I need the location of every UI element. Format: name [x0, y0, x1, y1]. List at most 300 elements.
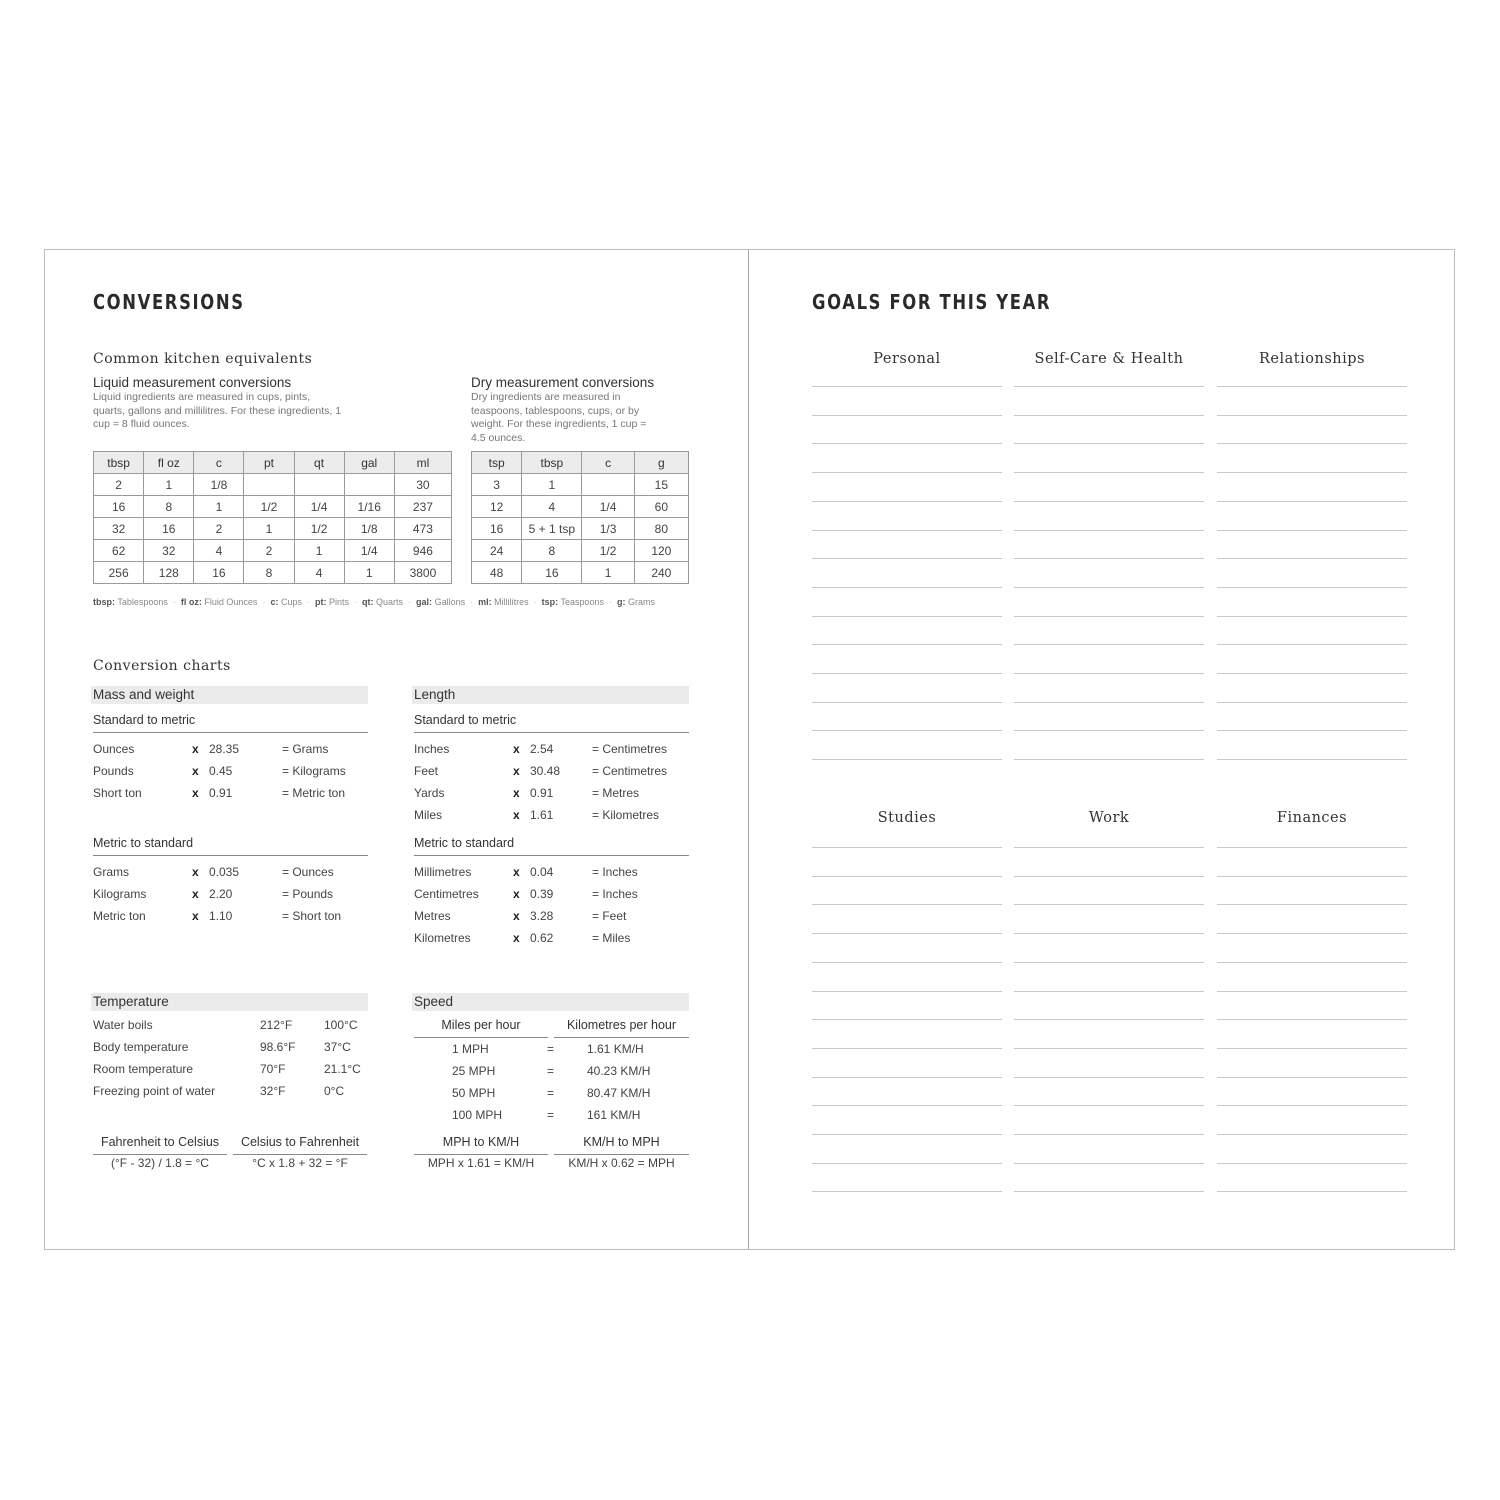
table-cell: 1: [294, 540, 344, 562]
table-cell: 240: [634, 562, 688, 584]
goal-writing-line: [1014, 962, 1204, 963]
goal-writing-line: [812, 673, 1002, 674]
goal-writing-line: [1217, 991, 1407, 992]
celsius-value: 21.1°C: [324, 1062, 361, 1076]
unit-to: = Inches: [592, 865, 638, 879]
equals-sign: =: [547, 1086, 555, 1100]
goal-writing-line: [812, 730, 1002, 731]
legend-abbr: fl oz:: [180, 597, 202, 607]
table-cell: 120: [634, 540, 688, 562]
table-header-cell: c: [582, 452, 634, 474]
mph-kmh-label: MPH to KM/H: [442, 1135, 520, 1149]
goal-writing-line: [1217, 1191, 1407, 1192]
legend-full: Tablespoons: [117, 597, 168, 607]
goal-writing-line: [812, 847, 1002, 848]
goal-writing-line: [812, 1191, 1002, 1192]
goal-writing-line: [1217, 759, 1407, 760]
table-cell: 1/2: [244, 496, 294, 518]
table-cell: 1/16: [344, 496, 394, 518]
table-row: [94, 496, 452, 518]
table-cell: 2: [244, 540, 294, 562]
table-cell: 32: [144, 540, 194, 562]
fahrenheit-value: 98.6°F: [260, 1040, 296, 1054]
kmh-mph-formula: KM/H x 0.62 = MPH: [568, 1156, 675, 1170]
goal-writing-line: [1217, 443, 1407, 444]
conversion-row: [93, 742, 373, 758]
table-row: [472, 496, 689, 518]
conversion-row: [414, 909, 694, 925]
unit-from: Kilograms: [93, 887, 147, 901]
goal-category-self-care-health: Self-Care & Health: [1034, 351, 1184, 367]
table-row: [94, 562, 452, 584]
factor: 0.035: [209, 865, 240, 879]
table-cell: 1/4: [294, 496, 344, 518]
legend-separator: ·: [306, 597, 310, 607]
table-header-cell: g: [634, 452, 688, 474]
factor: 0.62: [530, 931, 554, 945]
legend-abbr: c:: [270, 597, 279, 607]
table-cell: 60: [634, 496, 688, 518]
conversion-row: [414, 742, 694, 758]
temperature-label: Body temperature: [93, 1040, 189, 1054]
goal-writing-line: [1217, 644, 1407, 645]
table-cell: 1: [582, 562, 634, 584]
table-cell: 1: [194, 496, 244, 518]
unit-from: Metric ton: [93, 909, 146, 923]
table-cell: 4: [522, 496, 582, 518]
legend-full: Pints: [329, 597, 350, 607]
goal-writing-line: [1014, 847, 1204, 848]
table-cell: 1: [522, 474, 582, 496]
goal-writing-line: [1217, 904, 1407, 905]
mass-weight-heading: Mass and weight: [91, 686, 368, 704]
dry-note: Dry ingredients are measured in teaspoons, tablespoons, cups, or by weight. For these ingredients, 1 cup = 4.5 ounces.: [471, 391, 647, 444]
goal-writing-line: [1014, 876, 1204, 877]
goal-writing-line: [1014, 1077, 1204, 1078]
table-cell: 473: [394, 518, 451, 540]
conversion-row: [93, 887, 373, 903]
conversion-row: [414, 865, 694, 881]
table-cell: 1/8: [344, 518, 394, 540]
conversion-row: [414, 786, 694, 802]
length-std-label: Standard to metric: [414, 713, 517, 727]
table-cell: 2: [94, 474, 144, 496]
goal-writing-line: [1014, 501, 1204, 502]
goal-writing-line: [812, 472, 1002, 473]
liquid-heading: Liquid measurement conversions: [93, 375, 292, 390]
multiply-sign: x: [192, 786, 199, 800]
table-cell: 62: [94, 540, 144, 562]
goal-writing-line: [1014, 616, 1204, 617]
table-cell: 4: [194, 540, 244, 562]
goal-writing-line: [812, 1019, 1002, 1020]
table-cell: 1: [144, 474, 194, 496]
factor: 2.20: [209, 887, 233, 901]
table-cell: 256: [94, 562, 144, 584]
unit-from: Inches: [414, 742, 450, 756]
goal-writing-line: [812, 759, 1002, 760]
dry-conversion-table: [471, 451, 689, 584]
goal-writing-line: [1217, 933, 1407, 934]
goal-writing-line: [1217, 415, 1407, 416]
unit-to: = Short ton: [282, 909, 342, 923]
conversion-row: [414, 808, 694, 824]
equals-sign: =: [547, 1042, 555, 1056]
legend-separator: ·: [262, 597, 266, 607]
temperature-label: Room temperature: [93, 1062, 194, 1076]
multiply-sign: x: [192, 742, 199, 756]
factor: 28.35: [209, 742, 240, 756]
table-cell: 48: [472, 562, 522, 584]
table-cell: 32: [94, 518, 144, 540]
goal-writing-line: [1014, 644, 1204, 645]
unit-from: Kilometres: [414, 931, 471, 945]
goal-writing-line: [812, 1134, 1002, 1135]
table-cell: 237: [394, 496, 451, 518]
multiply-sign: x: [192, 865, 199, 879]
speed-row: [414, 1042, 689, 1058]
table-header-cell: qt: [294, 452, 344, 474]
goal-writing-line: [812, 876, 1002, 877]
unit-to: = Inches: [592, 887, 638, 901]
legend-abbr: g:: [617, 597, 626, 607]
unit-to: = Ounces: [282, 865, 334, 879]
unit-from: Millimetres: [414, 865, 472, 879]
multiply-sign: x: [513, 887, 520, 901]
goal-writing-line: [1217, 847, 1407, 848]
goal-writing-line: [812, 386, 1002, 387]
legend-abbr: ml:: [478, 597, 492, 607]
table-cell: 8: [244, 562, 294, 584]
celsius-value: 0°C: [324, 1084, 345, 1098]
goals-page: [749, 250, 1455, 1249]
goal-writing-line: [1014, 759, 1204, 760]
table-cell: [294, 474, 344, 496]
table-header-cell: fl oz: [144, 452, 194, 474]
goal-writing-line: [1014, 1048, 1204, 1049]
goal-writing-line: [1014, 415, 1204, 416]
goal-writing-line: [812, 644, 1002, 645]
celsius-value: 100°C: [324, 1018, 358, 1032]
conversion-row: [93, 865, 373, 881]
conversion-row: [93, 909, 373, 925]
page-title: GOALS FOR THIS YEAR: [812, 290, 1052, 314]
speed-row: [414, 1108, 689, 1124]
goal-writing-line: [1217, 962, 1407, 963]
multiply-sign: x: [192, 909, 199, 923]
temperature-row: [93, 1018, 368, 1034]
goal-writing-line: [1014, 1105, 1204, 1106]
table-row: [94, 518, 452, 540]
legend-abbr: tsp:: [541, 597, 559, 607]
table-cell: 946: [394, 540, 451, 562]
legend-separator: ·: [172, 597, 176, 607]
equals-sign: =: [547, 1108, 555, 1122]
goal-category-finances: Finances: [1276, 810, 1348, 826]
table-cell: 24: [472, 540, 522, 562]
divider: [93, 1154, 227, 1155]
table-cell: 1/4: [344, 540, 394, 562]
unit-to: = Metric ton: [282, 786, 346, 800]
goal-writing-line: [1217, 1019, 1407, 1020]
table-row: [472, 518, 689, 540]
goal-writing-line: [812, 587, 1002, 588]
goal-category-studies: Studies: [877, 810, 937, 826]
goal-writing-line: [812, 904, 1002, 905]
fahrenheit-value: 212°F: [260, 1018, 293, 1032]
multiply-sign: x: [513, 931, 520, 945]
goal-writing-line: [812, 443, 1002, 444]
table-header-cell: ml: [394, 452, 451, 474]
goal-writing-line: [812, 501, 1002, 502]
unit-to: = Kilograms: [282, 764, 346, 778]
divider: [414, 1037, 548, 1038]
mph-kmh-formula: MPH x 1.61 = KM/H: [427, 1156, 535, 1170]
divider: [233, 1154, 367, 1155]
table-header-cell: c: [194, 452, 244, 474]
table-cell: 16: [194, 562, 244, 584]
unit-from: Metres: [414, 909, 451, 923]
goal-category-work: Work: [1088, 810, 1130, 826]
table-header-cell: gal: [344, 452, 394, 474]
goal-writing-line: [1014, 991, 1204, 992]
unit-from: Short ton: [93, 786, 142, 800]
table-cell: 1/2: [582, 540, 634, 562]
fahrenheit-value: 70°F: [260, 1062, 286, 1076]
unit-to: = Metres: [592, 786, 640, 800]
table-row: [472, 540, 689, 562]
goal-writing-line: [1014, 472, 1204, 473]
table-cell: 5 + 1 tsp: [522, 518, 582, 540]
table-row: [94, 474, 452, 496]
speed-row: [414, 1086, 689, 1102]
factor: 0.45: [209, 764, 233, 778]
f2c-formula: (°F - 32) / 1.8 = °C: [111, 1156, 209, 1170]
temperature-label: Water boils: [93, 1018, 153, 1032]
legend-full: Millilitres: [494, 597, 529, 607]
table-cell: 1/3: [582, 518, 634, 540]
table-cell: 3800: [394, 562, 451, 584]
conversion-row: [93, 786, 373, 802]
goal-writing-line: [1217, 558, 1407, 559]
goal-writing-line: [1014, 443, 1204, 444]
goal-writing-line: [1014, 1163, 1204, 1164]
goal-writing-line: [812, 1163, 1002, 1164]
unit-from: Yards: [414, 786, 445, 800]
goal-writing-line: [812, 558, 1002, 559]
legend-abbr: tbsp:: [93, 597, 115, 607]
table-cell: 16: [522, 562, 582, 584]
multiply-sign: x: [513, 865, 520, 879]
table-cell: 16: [144, 518, 194, 540]
unit-from: Feet: [414, 764, 439, 778]
goal-writing-line: [1014, 673, 1204, 674]
factor: 0.39: [530, 887, 554, 901]
unit-from: Miles: [414, 808, 443, 822]
mph-value: 1 MPH: [452, 1042, 489, 1056]
kmh-value: 40.23 KM/H: [587, 1064, 651, 1078]
speed-row: [414, 1064, 689, 1080]
liquid-conversion-table: [93, 451, 452, 584]
goal-writing-line: [1014, 1019, 1204, 1020]
mph-value: 50 MPH: [452, 1086, 496, 1100]
unit-from: Pounds: [93, 764, 134, 778]
goal-writing-line: [1014, 558, 1204, 559]
kmh-mph-label: KM/H to MPH: [583, 1135, 660, 1149]
goal-writing-line: [1217, 501, 1407, 502]
kitchen-equivalents-heading: Common kitchen equivalents: [93, 351, 313, 367]
dry-heading: Dry measurement conversions: [471, 375, 655, 390]
factor: 1.61: [530, 808, 554, 822]
celsius-value: 37°C: [324, 1040, 351, 1054]
goal-writing-line: [1217, 1163, 1407, 1164]
goal-writing-line: [812, 415, 1002, 416]
table-cell: 1/2: [294, 518, 344, 540]
table-cell: 3: [472, 474, 522, 496]
goal-writing-line: [1217, 1077, 1407, 1078]
kmh-value: 80.47 KM/H: [587, 1086, 651, 1100]
divider: [554, 1037, 689, 1038]
goal-writing-line: [1217, 702, 1407, 703]
goal-writing-line: [1014, 904, 1204, 905]
divider: [414, 855, 689, 856]
goal-writing-line: [812, 530, 1002, 531]
table-cell: 8: [144, 496, 194, 518]
temperature-row: [93, 1062, 368, 1078]
divider: [414, 732, 689, 733]
length-met-label: Metric to standard: [414, 836, 515, 850]
unit-to: = Kilometres: [592, 808, 660, 822]
goal-writing-line: [1014, 1191, 1204, 1192]
goal-writing-line: [812, 933, 1002, 934]
table-cell: 1/8: [194, 474, 244, 496]
table-cell: 30: [394, 474, 451, 496]
table-header-cell: pt: [244, 452, 294, 474]
goal-writing-line: [1217, 1048, 1407, 1049]
legend-separator: ·: [533, 597, 537, 607]
table-cell: 16: [94, 496, 144, 518]
table-cell: 1: [244, 518, 294, 540]
conversion-row: [93, 764, 373, 780]
table-cell: 16: [472, 518, 522, 540]
conversion-row: [414, 764, 694, 780]
legend-full: Teaspoons: [560, 597, 604, 607]
goal-writing-line: [812, 991, 1002, 992]
goal-writing-line: [812, 1077, 1002, 1078]
legend-separator: ·: [470, 597, 474, 607]
multiply-sign: x: [513, 742, 520, 756]
goal-writing-line: [1014, 1134, 1204, 1135]
goal-writing-line: [1217, 876, 1407, 877]
goal-writing-line: [1217, 673, 1407, 674]
kmh-value: 1.61 KM/H: [587, 1042, 644, 1056]
conversion-row: [414, 887, 694, 903]
mph-value: 100 MPH: [452, 1108, 503, 1122]
goal-writing-line: [1217, 1134, 1407, 1135]
speed-col-mph: Miles per hour: [441, 1018, 521, 1032]
factor: 1.10: [209, 909, 233, 923]
unit-to: = Centimetres: [592, 742, 668, 756]
table-cell: 4: [294, 562, 344, 584]
speed-heading: Speed: [412, 993, 689, 1011]
unit-to: = Pounds: [282, 887, 334, 901]
divider: [554, 1154, 689, 1155]
goal-writing-line: [1014, 730, 1204, 731]
table-cell: 12: [472, 496, 522, 518]
multiply-sign: x: [513, 764, 520, 778]
table-cell: 15: [634, 474, 688, 496]
unit-to: = Miles: [592, 931, 631, 945]
planner-spread: [44, 249, 1455, 1250]
table-cell: 1: [344, 562, 394, 584]
temperature-label: Freezing point of water: [93, 1084, 216, 1098]
speed-col-kmh: Kilometres per hour: [566, 1018, 677, 1032]
goal-writing-line: [1217, 472, 1407, 473]
mass-met-label: Metric to standard: [93, 836, 194, 850]
table-row: [94, 540, 452, 562]
goal-category-personal: Personal: [873, 351, 941, 367]
table-header-cell: tbsp: [94, 452, 144, 474]
factor: 2.54: [530, 742, 554, 756]
legend-abbr: qt:: [362, 597, 374, 607]
table-header-cell: tbsp: [522, 452, 582, 474]
goal-writing-line: [812, 702, 1002, 703]
conversion-charts-heading: Conversion charts: [93, 658, 231, 674]
divider: [414, 1154, 548, 1155]
factor: 0.91: [530, 786, 554, 800]
goal-writing-line: [812, 962, 1002, 963]
conversion-row: [414, 931, 694, 947]
multiply-sign: x: [513, 786, 520, 800]
table-row: [472, 474, 689, 496]
goal-writing-line: [812, 1048, 1002, 1049]
unit-from: Grams: [93, 865, 129, 879]
unit-to: = Grams: [282, 742, 329, 756]
table-cell: 128: [144, 562, 194, 584]
goal-category-relationships: Relationships: [1259, 351, 1365, 367]
goal-writing-line: [1217, 616, 1407, 617]
goal-writing-line: [1217, 587, 1407, 588]
table-cell: [244, 474, 294, 496]
divider: [93, 732, 368, 733]
goal-writing-line: [1014, 702, 1204, 703]
factor: 30.48: [530, 764, 561, 778]
factor: 0.91: [209, 786, 233, 800]
temperature-heading: Temperature: [91, 993, 368, 1011]
goal-writing-line: [812, 1105, 1002, 1106]
kmh-value: 161 KM/H: [587, 1108, 641, 1122]
length-heading: Length: [412, 686, 689, 704]
table-cell: [582, 474, 634, 496]
multiply-sign: x: [513, 909, 520, 923]
mph-value: 25 MPH: [452, 1064, 496, 1078]
legend-full: Fluid Ounces: [204, 597, 258, 607]
page-title: CONVERSIONS: [93, 290, 245, 314]
table-row: [472, 562, 689, 584]
goal-writing-line: [1014, 530, 1204, 531]
goal-writing-line: [1014, 933, 1204, 934]
unit-to: = Centimetres: [592, 764, 668, 778]
table-cell: 2: [194, 518, 244, 540]
fahrenheit-value: 32°F: [260, 1084, 286, 1098]
liquid-note: Liquid ingredients are measured in cups, pints, quarts, gallons and millilitres. For these ingredients, 1 cup = 8 fluid ounces.: [93, 391, 342, 430]
c2f-formula: °C x 1.8 + 32 = °F: [252, 1156, 348, 1170]
multiply-sign: x: [192, 887, 199, 901]
equals-sign: =: [547, 1064, 555, 1078]
legend-separator: ·: [354, 597, 358, 607]
factor: 3.28: [530, 909, 554, 923]
legend-separator: ·: [609, 597, 612, 607]
